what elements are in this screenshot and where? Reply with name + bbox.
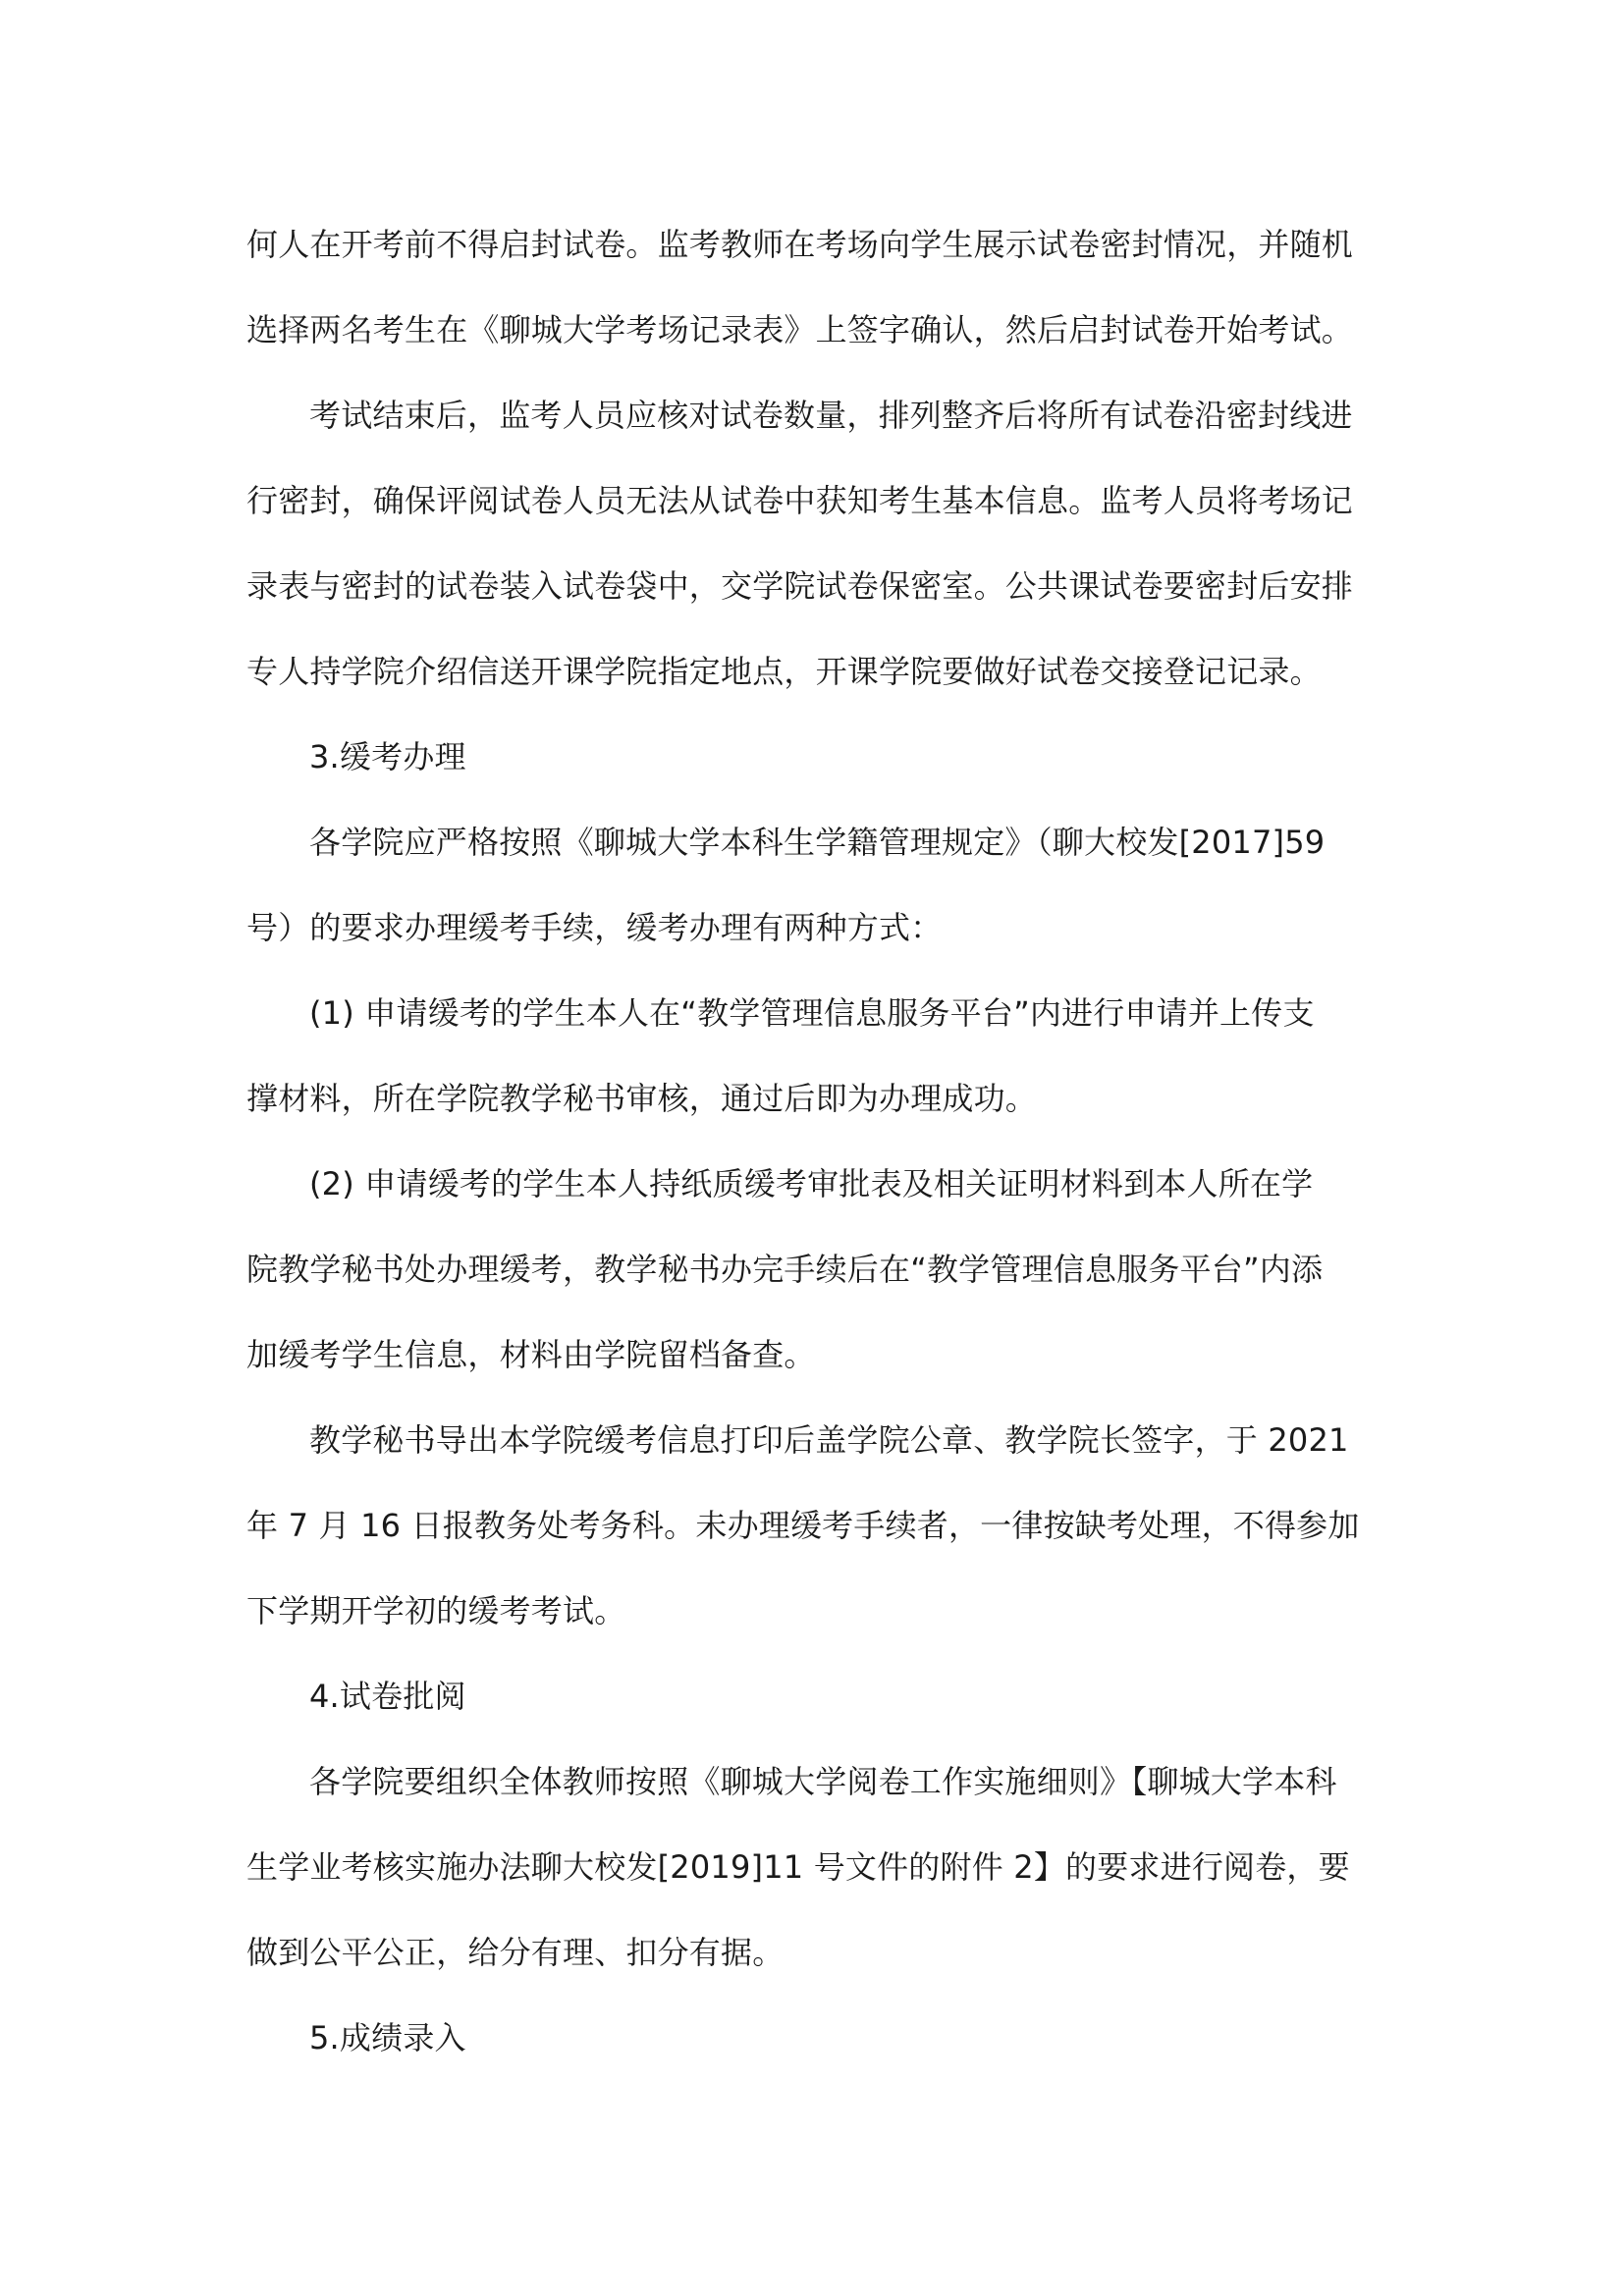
text-line: (2) 申请缓考的学生本人持纸质缓考审批表及相关证明材料到本人所在学 [309,1165,1314,1202]
section-heading: 5.成绩录入 [309,2019,466,2056]
text-line: 下学期开学初的缓考考试。 [246,1592,626,1629]
text-line: 选择两名考生在《聊城大学考场记录表》上签字确认，然后启封试卷开始考试。 [246,311,1354,348]
section-heading: 4.试卷批阅 [309,1678,466,1715]
text-line: 撑材料，所在学院教学秘书审核，通过后即为办理成功。 [246,1080,1038,1117]
text-line: 各学院要组织全体教师按照《聊城大学阅卷工作实施细则》【聊城大学本科 [309,1763,1337,1800]
text-line: 专人持学院介绍信送开课学院指定地点，开课学院要做好试卷交接登记记录。 [246,653,1322,690]
text-line: 何人在开考前不得启封试卷。监考教师在考场向学生展示试卷密封情况，并随机 [246,226,1354,263]
text-line: 各学院应严格按照《聊城大学本科生学籍管理规定》（聊大校发[2017]59 [309,824,1326,861]
text-line: 行密封，确保评阅试卷人员无法从试卷中获知考生基本信息。监考人员将考场记 [246,482,1354,519]
text-line: 录表与密封的试卷装入试卷袋中，交学院试卷保密室。公共课试卷要密封后安排 [246,567,1354,605]
text-line: 做到公平公正，给分有理、扣分有据。 [246,1934,785,1971]
text-line: 号）的要求办理缓考手续，缓考办理有两种方式： [246,909,943,946]
text-line: 考试结束后，监考人员应核对试卷数量，排列整齐后将所有试卷沿密封线进 [309,397,1353,434]
text-line: 生学业考核实施办法聊大校发[2019]11 号文件的附件 2】的要求进行阅卷，要 [246,1848,1350,1886]
text-line: 教学秘书导出本学院缓考信息打印后盖学院公章、教学院长签字，于 2021 [309,1421,1349,1459]
text-line: 年 7 月 16 日报教务处考务科。未办理缓考手续者，一律按缺考处理，不得参加 [246,1507,1360,1544]
text-line: (1) 申请缓考的学生本人在“教学管理信息服务平台”内进行申请并上传支 [309,994,1315,1032]
text-line: 加缓考学生信息，材料由学院留档备查。 [246,1336,816,1373]
text-line: 院教学秘书处办理缓考，教学秘书办完手续后在“教学管理信息服务平台”内添 [246,1251,1324,1288]
section-heading: 3.缓考办理 [309,738,466,775]
